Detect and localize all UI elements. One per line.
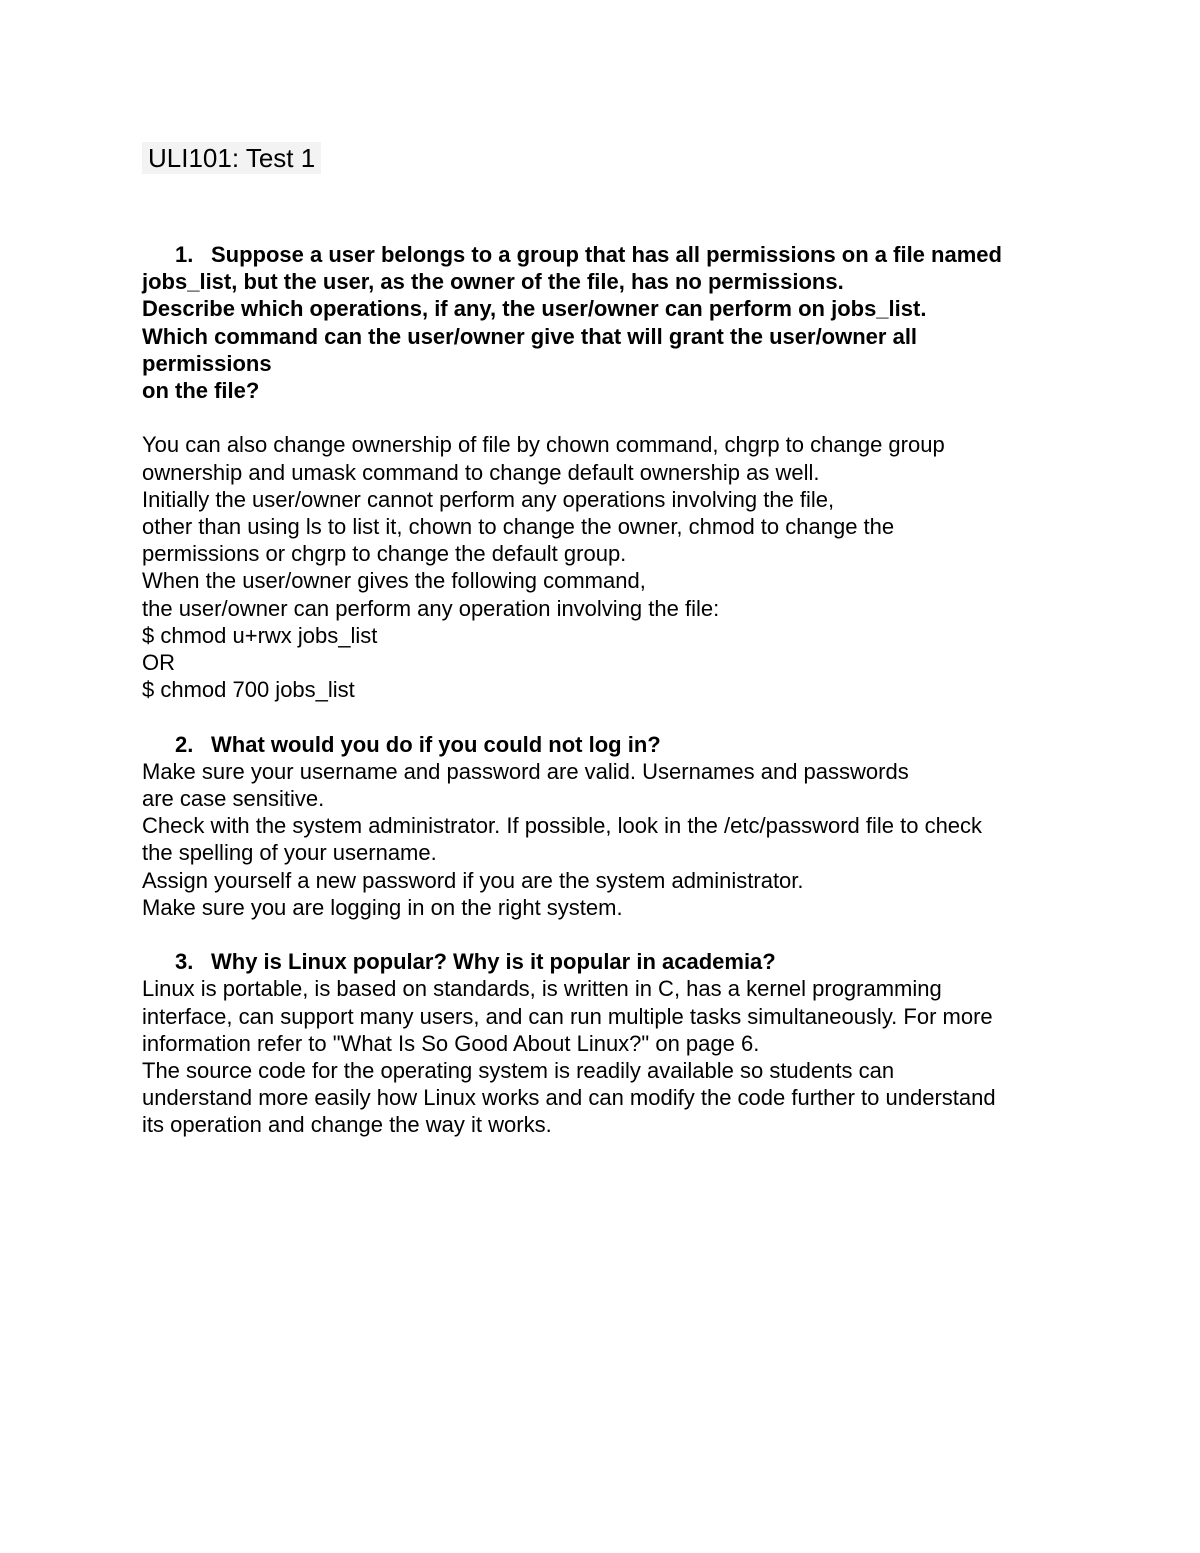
question-1 (142, 241, 1072, 404)
question-3-line: 3. Why is Linux popular? Why is it popular in academia? (175, 949, 776, 975)
answer-3-line: information refer to "What Is So Good About Linux?" on page 6. (142, 1030, 760, 1056)
question-1-number: 1. (175, 242, 194, 267)
paragraph-gap (142, 921, 1072, 948)
document-body (142, 241, 1072, 1139)
answer-3 (142, 975, 1072, 1138)
answer-1-line: When the user/owner gives the following command, (142, 568, 646, 594)
answer-2-line: Make sure your username and password are valid. Usernames and passwords (142, 758, 909, 784)
question-3-number: 3. (175, 949, 194, 975)
answer-3-line: its operation and change the way it works. (142, 1112, 552, 1138)
question-1-line: Describe which operations, if any, the user/owner can perform on jobs_list. (142, 296, 927, 322)
answer-1-line: Initially the user/owner cannot perform any operations involving the file, (142, 486, 835, 512)
question-2-number: 2. (175, 731, 194, 757)
question-1-line: 1. Suppose a user belongs to a group that has all permissions on a file named (175, 242, 1002, 267)
answer-2-line: Check with the system administrator. If possible, look in the /etc/password file to check (142, 813, 983, 839)
question-1-line: Which command can the user/owner give that will grant the user/owner all (142, 323, 918, 349)
answer-3-line: interface, can support many users, and can run multiple tasks simultaneously. For more (142, 1003, 993, 1029)
answer-1-line: other than using ls to list it, chown to change the owner, chmod to change the (142, 514, 895, 540)
answer-3-line: understand more easily how Linux works and can modify the code further to understand (142, 1085, 996, 1111)
answer-2-line: Assign yourself a new password if you are the system administrator. (142, 867, 804, 893)
answer-3-line: The source code for the operating system is readily available so students can (142, 1058, 895, 1084)
answer-1 (142, 431, 1072, 703)
answer-2-line: Make sure you are logging in on the right system. (142, 894, 623, 920)
answer-1-line: ownership and umask command to change default ownership as well. (142, 459, 820, 485)
answer-1-line: You can also change ownership of file by chown command, chgrp to change group (142, 432, 945, 458)
answer-3-line: Linux is portable, is based on standards, is written in C, has a kernel programming (142, 976, 942, 1002)
answer-2 (142, 758, 1072, 921)
question-1-line: on the file? (142, 378, 260, 404)
paragraph-gap (142, 404, 1072, 431)
question-3 (142, 948, 1072, 975)
answer-1-line: the user/owner can perform any operation involving the file: (142, 595, 720, 621)
document-title: ULI101: Test 1 (142, 142, 321, 174)
answer-2-line: the spelling of your username. (142, 840, 437, 866)
question-2 (142, 731, 1072, 758)
question-1-line: permissions (142, 350, 272, 376)
answer-2-line: are case sensitive. (142, 786, 325, 812)
answer-1-line: permissions or chgrp to change the default group. (142, 541, 627, 567)
answer-1-command: $ chmod 700 jobs_list (142, 677, 355, 703)
question-2-line: 2. What would you do if you could not log in? (175, 731, 661, 757)
paragraph-gap (142, 703, 1072, 730)
answer-1-command: $ chmod u+rwx jobs_list (142, 622, 378, 648)
question-1-line: jobs_list, but the user, as the owner of the file, has no permissions. (142, 269, 844, 295)
answer-1-line: OR (142, 650, 175, 676)
